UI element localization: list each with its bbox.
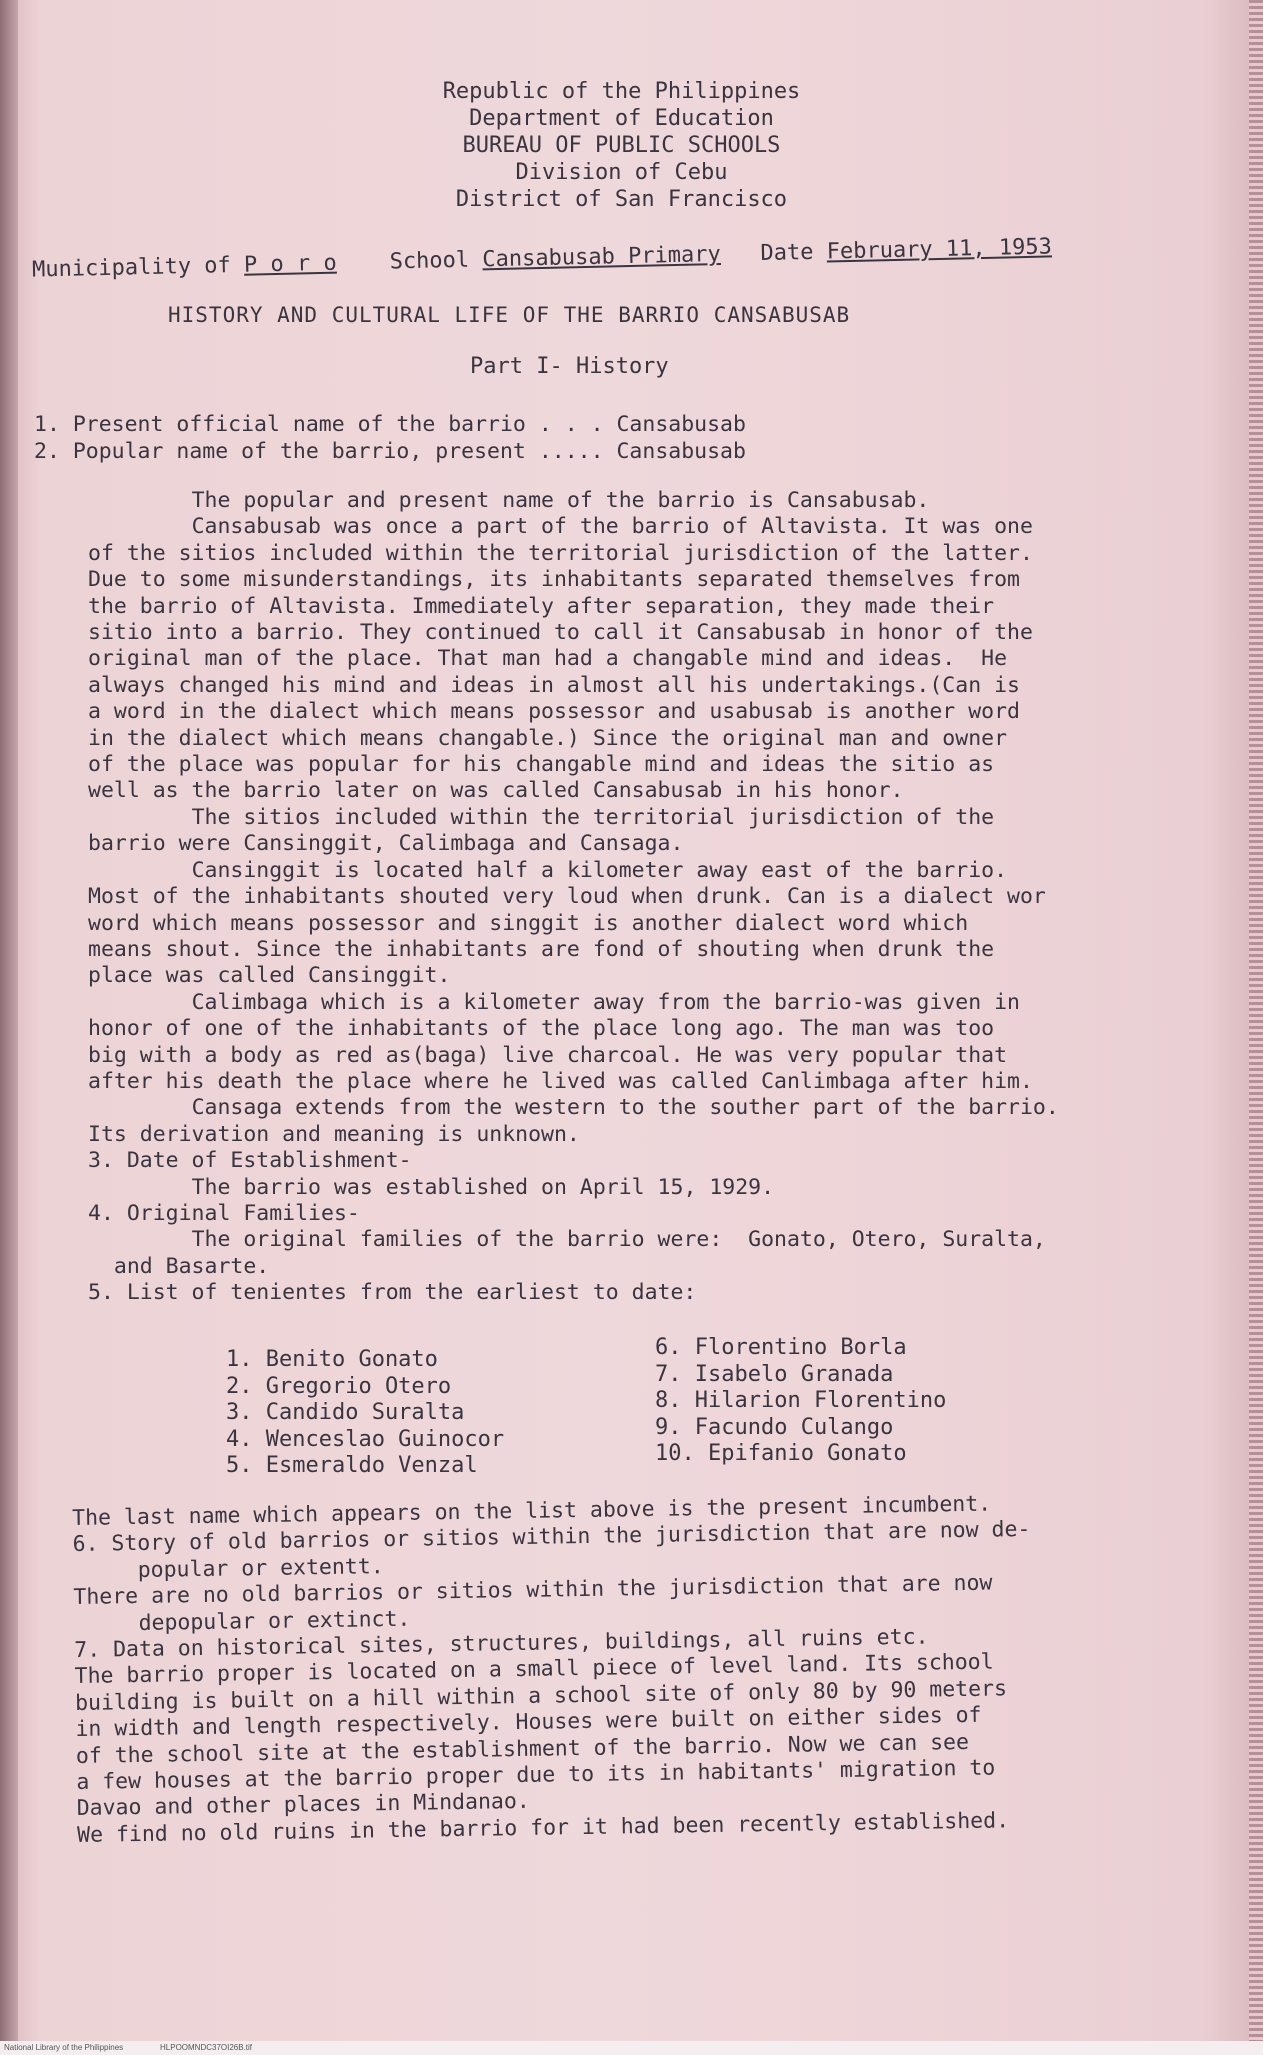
header-bureau: BUREAU OF PUBLIC SCHOOLS [462,133,781,158]
closing-text: The last name which appears on the list above is the present incumbent. 6. Story of old barrios or sitios within the jurisdiction that are now de- popular or extentt. There are no old barrios or sitios within the jurisdiction that are now depopular or extinct. 7. Data on historical sites, structures, buildings, all ruins etc. The barrio proper is located on a small piece of level land. Its school building is built on a hill within a school site of only 80 by 90 meters in width and length respectively. Houses were built on either sides of of the school site at the establishment of the barrio. Now we can see a few houses at the barrio proper due to its in habitants' migration to Davao and other places in Mindanao. We find no old ruins in the barrio for it had been recently established. [72,1491,1031,1848]
paragraph-establishment-families: 3. Date of Establishment- The barrio was established on April 15, 1929. 4. Original Families- The original families of the barrio were: Gonato, Otero, Suralta, and Basarte. 5. List of tenientes from the earliest to date: [88,1148,1046,1306]
header-republic: Republic of the Philippines [442,79,801,104]
part-heading: Part I- History [470,354,669,379]
teniente-item: 5. Esmeraldo Venzal [226,1453,478,1478]
paragraph-origin: The popular and present name of the barrio is Cansabusab. Cansabusab was once a part of the barrio of Altavista. It was one of the sitios included within the territorial jurisdiction of the latter. Due to some misunderstandings, its inhabitants separated themselves from the barrio of Altavista. Immediately after separation, they made their sitio into a barrio. They continued to call it Cansabusab in honor of the original man of the place. That man had a changable mind and ideas. He always changed his mind and ideas in almost all his undertakings.(Can is a word in the dialect which means possessor and usabusab is another word in the dialect which means changable.) Since the original man and owner of the place was popular for his changable mind and ideas the sitio as well as the barrio later on was called Cansabusab in his honor. [88,488,1033,804]
letterhead [0,78,1263,213]
teniente-item: 9. Facundo Culango [655,1414,894,1440]
teniente-item: 10. Epifanio Gonato [655,1441,907,1466]
paragraph-cansaga: Cansaga extends from the western to the souther part of the barrio. Its derivation and meaning is unknown. [88,1095,1059,1147]
paragraph-cansinggit: Cansinggit is located half a kilometer away east of the barrio. Most of the inhabitants shouted very loud when drunk. Can is a dialect wor word which means possessor and singgit is another dialect word which means shout. Since the inhabitants are fond of shouting when drunk the place was called Cansinggit. [88,857,1046,989]
page-stack-edge [1249,0,1263,2055]
history-body [88,488,1228,1307]
item-2: 2. Popular name of the barrio, present ..... Cansabusab [34,439,746,464]
footer-library: National Library of the Philippines [4,2043,124,2052]
teniente-item: 4. Wenceslao Guinocor [226,1426,505,1452]
document-title: HISTORY AND CULTURAL LIFE OF THE BARRIO CANSABUSAB [168,303,851,327]
teniente-item: 6. Florentino Borla [655,1335,907,1360]
date-value: February 11, 1953 [826,234,1053,265]
date-label: Date [760,239,814,267]
teniente-item: 2. Gregorio Otero [226,1373,452,1399]
teniente-item: 1. Benito Gonato [226,1347,438,1372]
item-1: 1. Present official name of the barrio . . . Cansabusab [34,412,746,437]
header-department: Department of Education [469,106,774,131]
municipality-label: Municipality of [31,253,232,283]
school-label: School [389,247,470,275]
tenientes-list-left [226,1347,504,1480]
header-division: Division of Cebu [515,160,728,185]
tenientes-list-right [655,1335,946,1468]
paragraph-sitios: The sitios included within the territorial jurisdiction of the barrio were Cansinggit, Calimbaga and Cansaga. [88,804,995,857]
teniente-item: 3. Candido Suralta [226,1400,465,1425]
header-district: District of San Francisco [455,187,788,212]
paragraph-calimbaga: Calimbaga which is a kilometer away from the barrio-was given in honor of one of the inhabitants of the place long ago. The man was too big with a body as red as(baga) live charcoal. He was very popular that after his death the place where he lived was called Canlimbaga after him. [88,989,1033,1094]
closing-sections [72,1488,1217,1849]
meta-line [32,234,1052,282]
scan-footer [0,2041,1263,2055]
school-value: Cansabusab Primary [482,241,722,273]
footer-filename: HLPOOMNDC37OI26B.tif [160,2043,253,2052]
teniente-item: 7. Isabelo Granada [655,1361,894,1387]
teniente-item: 8. Hilarion Florentino [655,1388,947,1413]
municipality-value: P o r o [243,250,337,278]
page-binding-edge [0,0,18,2055]
